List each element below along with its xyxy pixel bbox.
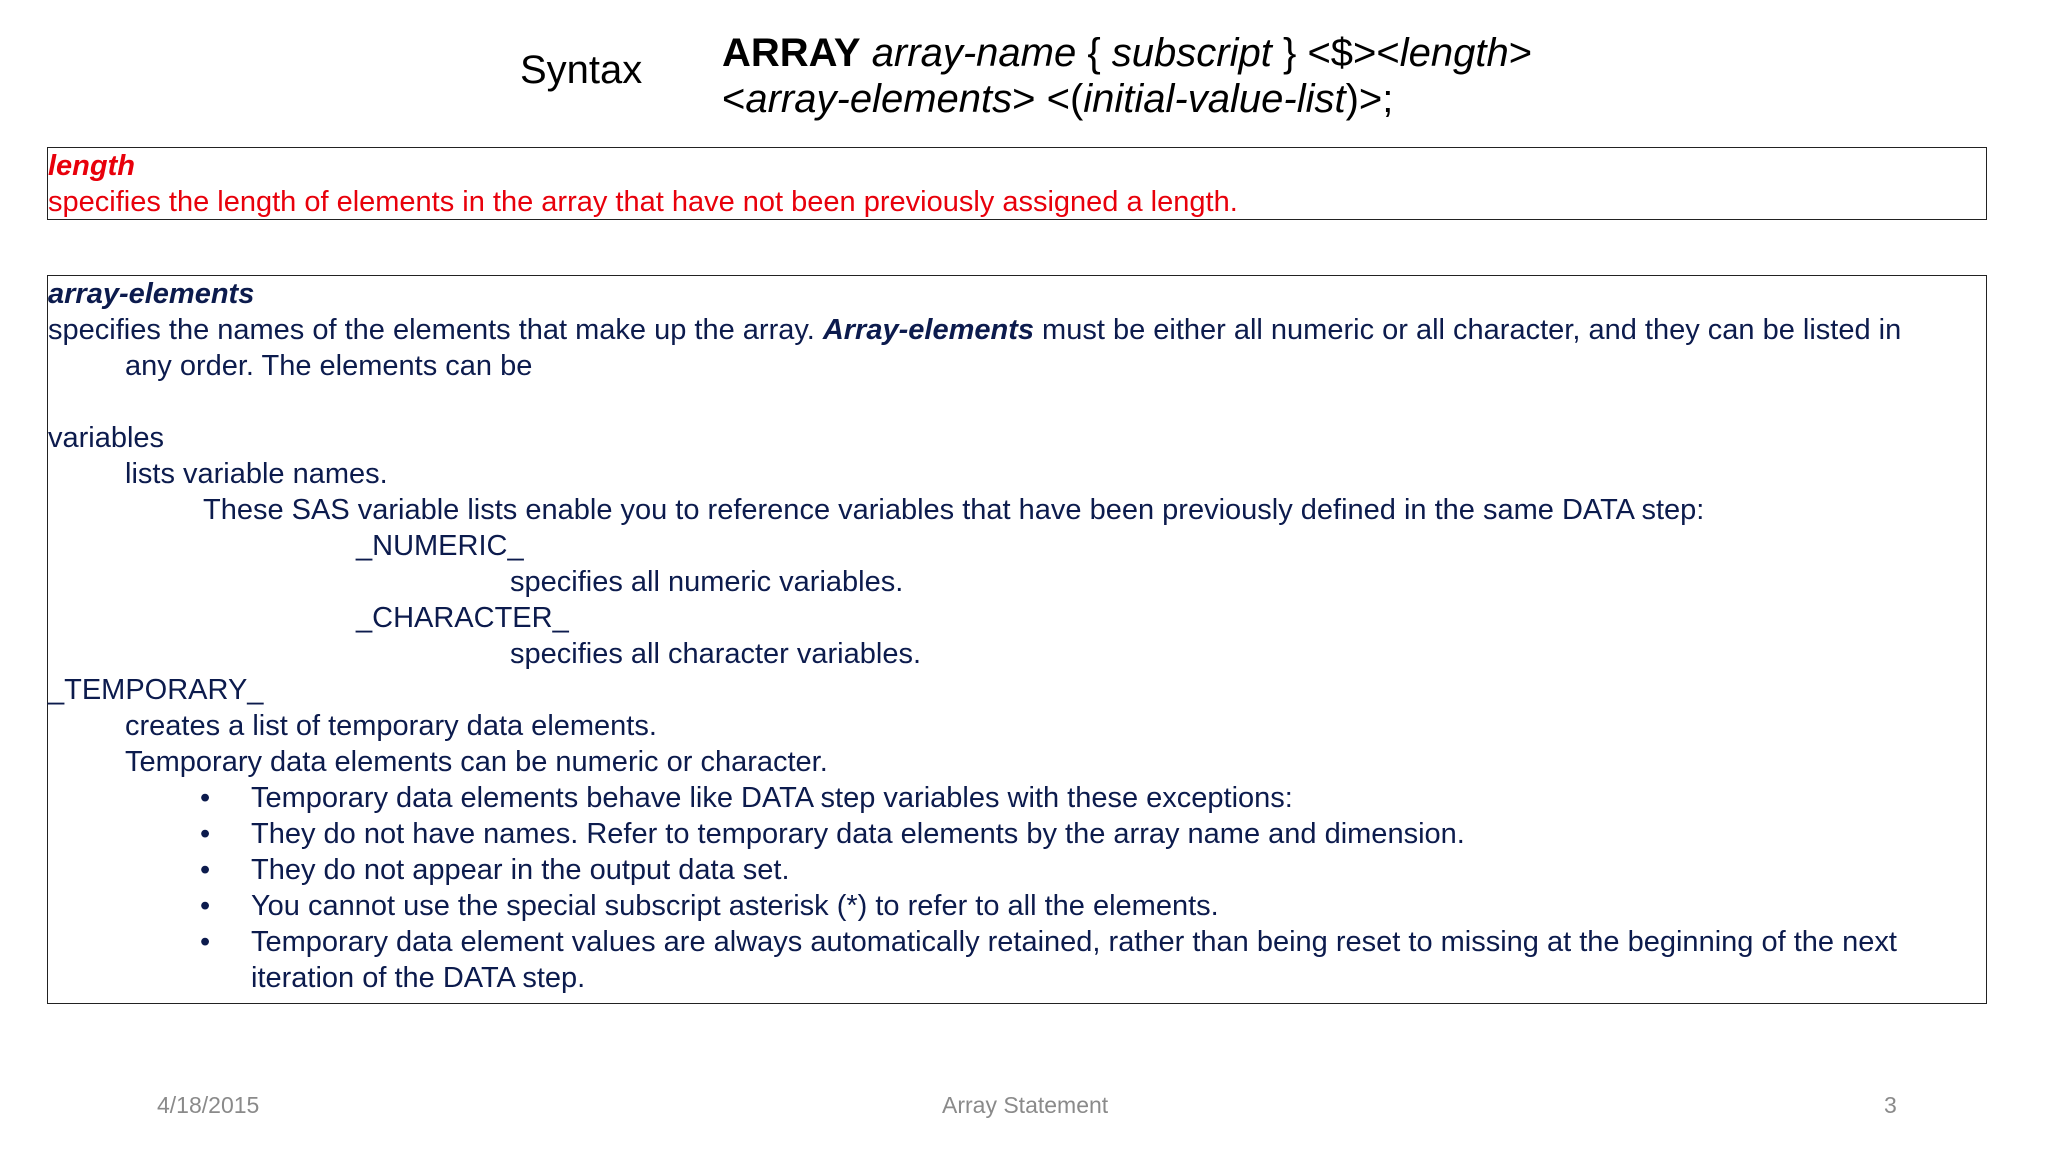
- bullet-icon: •: [200, 854, 211, 886]
- footer-title: Array Statement: [942, 1092, 1109, 1118]
- temporary-exceptions-list: [48, 780, 1986, 996]
- syntax-line-2: [722, 76, 1532, 122]
- character-keyword: _CHARACTER_: [356, 602, 569, 634]
- lt-symbol: <: [722, 77, 746, 121]
- array-elements-term: array-elements: [48, 278, 255, 310]
- desc-part-2: must be either all numeric or all character, and they can be listed in: [1033, 314, 1902, 346]
- syntax-statement: [722, 30, 1532, 122]
- numeric-desc: specifies all numeric variables.: [510, 566, 904, 598]
- array-elements-param: array-elements: [745, 77, 1013, 121]
- character-desc: specifies all character variables.: [510, 638, 922, 670]
- list-item: [48, 924, 1986, 996]
- bullet-text: They do not have names. Refer to temporary data elements by the array name and dimension.: [251, 818, 1465, 850]
- array-elements-description-cont: any order. The elements can be: [125, 350, 533, 382]
- bullet-icon: •: [200, 782, 211, 814]
- array-keyword: ARRAY: [722, 31, 861, 75]
- subscript-param: subscript: [1111, 31, 1272, 75]
- bullet-text: Temporary data element values are always automatically retained, rather than being reset to missing at the beginning of the next iteration of the DATA step.: [251, 926, 1897, 994]
- temporary-desc-2: Temporary data elements can be numeric or character.: [125, 746, 828, 778]
- length-term: length: [48, 150, 135, 182]
- syntax-line-1: [722, 30, 1532, 76]
- list-item: [48, 888, 1986, 924]
- list-item: [48, 780, 1986, 816]
- numeric-keyword: _NUMERIC_: [356, 530, 524, 562]
- variables-heading: variables: [48, 422, 165, 454]
- sas-variable-lists-desc: These SAS variable lists enable you to reference variables that have been previously defined in the same DATA step:: [203, 494, 1705, 526]
- end-symbols: )>;: [1345, 77, 1394, 121]
- bullet-text: Temporary data elements behave like DATA step variables with these exceptions:: [251, 782, 1293, 814]
- footer-date: 4/18/2015: [157, 1092, 260, 1118]
- array-elements-inline-term: Array-elements: [822, 314, 1034, 346]
- mid-symbols: > <(: [1012, 77, 1084, 121]
- list-item: [48, 816, 1986, 852]
- length-description: specifies the length of elements in the array that have not been previously assigned a length.: [48, 186, 1238, 218]
- gt-symbol: >: [1508, 31, 1533, 75]
- length-param: length: [1399, 31, 1509, 75]
- bullet-text: You cannot use the special subscript asterisk (*) to refer to all the elements.: [251, 890, 1219, 922]
- variables-desc: lists variable names.: [125, 458, 388, 490]
- footer-page-number: 3: [1884, 1092, 1897, 1118]
- list-item: [48, 852, 1986, 888]
- close-brace: } <$><: [1271, 31, 1400, 75]
- temporary-desc-1: creates a list of temporary data elements.: [125, 710, 657, 742]
- array-name-param: array-name: [871, 31, 1077, 75]
- bullet-text: They do not appear in the output data set.: [251, 854, 790, 886]
- array-elements-description: [48, 312, 1986, 348]
- desc-part-1: specifies the names of the elements that make up the array.: [48, 314, 823, 346]
- spacer: [48, 384, 1986, 420]
- initial-value-list-param: initial-value-list: [1083, 77, 1346, 121]
- temporary-keyword: _TEMPORARY_: [48, 674, 264, 706]
- bullet-icon: •: [200, 890, 211, 922]
- bullet-icon: •: [200, 818, 211, 850]
- bullet-icon: •: [200, 926, 211, 958]
- open-brace: {: [1076, 31, 1112, 75]
- length-definition-box: [47, 147, 1987, 220]
- syntax-label: Syntax: [520, 48, 643, 92]
- array-elements-definition-box: [47, 275, 1987, 1004]
